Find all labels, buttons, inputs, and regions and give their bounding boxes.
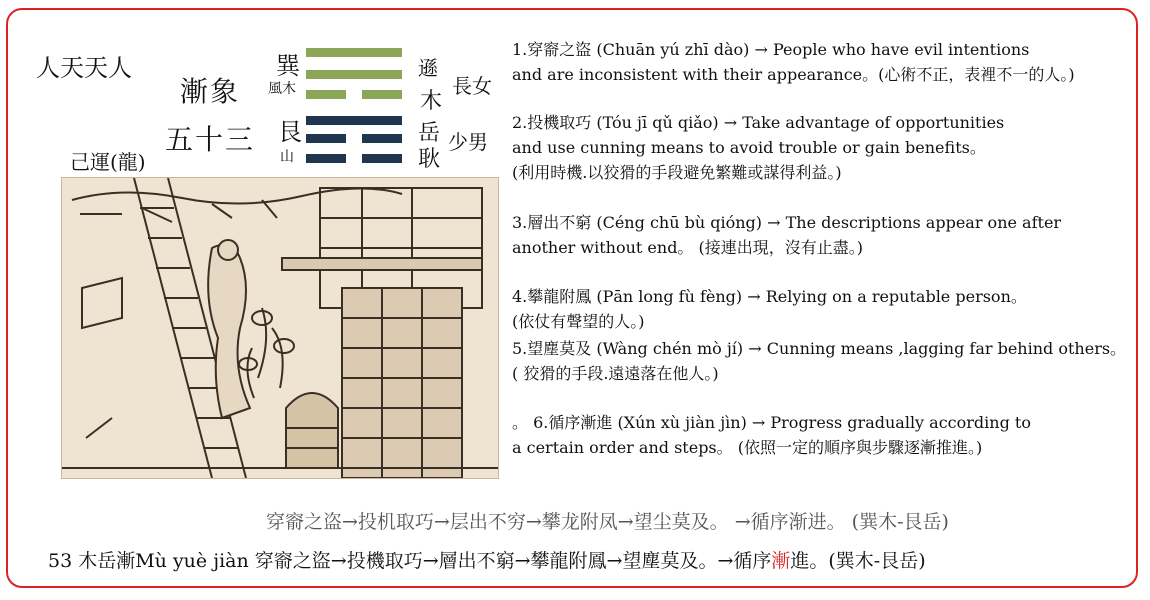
item-6-line-2: a certain order and steps。 (依照一定的順序與步驟逐漸推進。) (512, 438, 983, 457)
illustration-drawing (62, 178, 498, 478)
hexagram-line-6a (306, 154, 346, 163)
item-1-line-1: 1.穿窬之盜 (Chuān yú zhī dào) → People who have evil intentions (512, 40, 1030, 59)
lower-trigram-name: 艮 (278, 118, 302, 146)
role-upper-label: 長女 (452, 74, 492, 98)
ren-tian-label: 人天天人 (36, 54, 132, 82)
hexagram-line-1 (306, 48, 402, 57)
hexagram-line-3a (306, 90, 346, 99)
item-4-line-1: 4.攀龍附鳳 (Pān long fù fèng) → Relying on a reputable person。 (512, 287, 1027, 306)
item-2-line-1: 2.投機取巧 (Tóu jī qǔ qiǎo) → Take advantage of opportunities (512, 113, 1005, 132)
right-char-3: 岳 (418, 121, 441, 146)
hexagram-line-5a (306, 134, 346, 143)
right-char-1: 遜 (418, 56, 438, 80)
footer-traditional (48, 546, 926, 573)
right-char-4: 耿 (418, 147, 441, 172)
jian-xiang-label: 漸象 (180, 75, 241, 108)
right-char-2: 木 (420, 89, 443, 114)
lower-trigram-element: 山 (280, 149, 294, 165)
woodblock-illustration (61, 177, 499, 479)
item-3-line-2: another without end。 (接連出現，沒有止盡。) (512, 238, 864, 257)
item-2-line-3: (利用時機.以狡猾的手段避免繁難或謀得利益。) (512, 163, 842, 182)
hexagram-line-3b (362, 90, 402, 99)
hexagram-number-label: 五十三 (165, 123, 256, 156)
item-5-line-1: 5.望塵莫及 (Wàng chén mò jí) → Cunning means ,lagging far behind others。 (512, 339, 1127, 358)
hexagram-line-5b (362, 134, 402, 143)
item-4-line-2: (依仗有聲望的人。) (512, 312, 645, 331)
footer-highlight-char: 漸 (771, 550, 791, 572)
item-1-line-2: and are inconsistent with their appearance。(心術不正，表裡不一的人。) (512, 65, 1075, 84)
ji-yun-label: 己運(龍) (70, 150, 146, 174)
footer-traditional-prefix: 53 木岳漸Mù yuè jiàn 穿窬之盜→投機取巧→層出不窮→攀龍附鳳→望塵莫及。→循序 (48, 550, 772, 572)
item-2-line-2: and use cunning means to avoid trouble or gain benefits。 (512, 138, 986, 157)
footer-simplified: 穿窬之盗→投机取巧→层出不穷→攀龙附凤→望尘莫及。 →循序渐进。 (巽木-艮岳) (266, 511, 949, 533)
item-5-line-2: ( 狡猾的手段.遠遠落在他人。) (512, 364, 719, 383)
upper-trigram-element: 風木 (268, 81, 296, 97)
item-3-line-1: 3.層出不窮 (Céng chū bù qióng) → The descriptions appear one after (512, 213, 1062, 232)
hexagram-line-6b (362, 154, 402, 163)
footer-traditional-suffix: 進。(巽木-艮岳) (790, 550, 926, 572)
upper-trigram-name: 巽 (276, 52, 300, 80)
role-lower-label: 少男 (448, 130, 488, 154)
hexagram-line-2 (306, 70, 402, 79)
item-6-line-1: 。 6.循序漸進 (Xún xù jiàn jìn) → Progress gradually according to (512, 413, 1031, 432)
hexagram-line-4 (306, 116, 402, 125)
